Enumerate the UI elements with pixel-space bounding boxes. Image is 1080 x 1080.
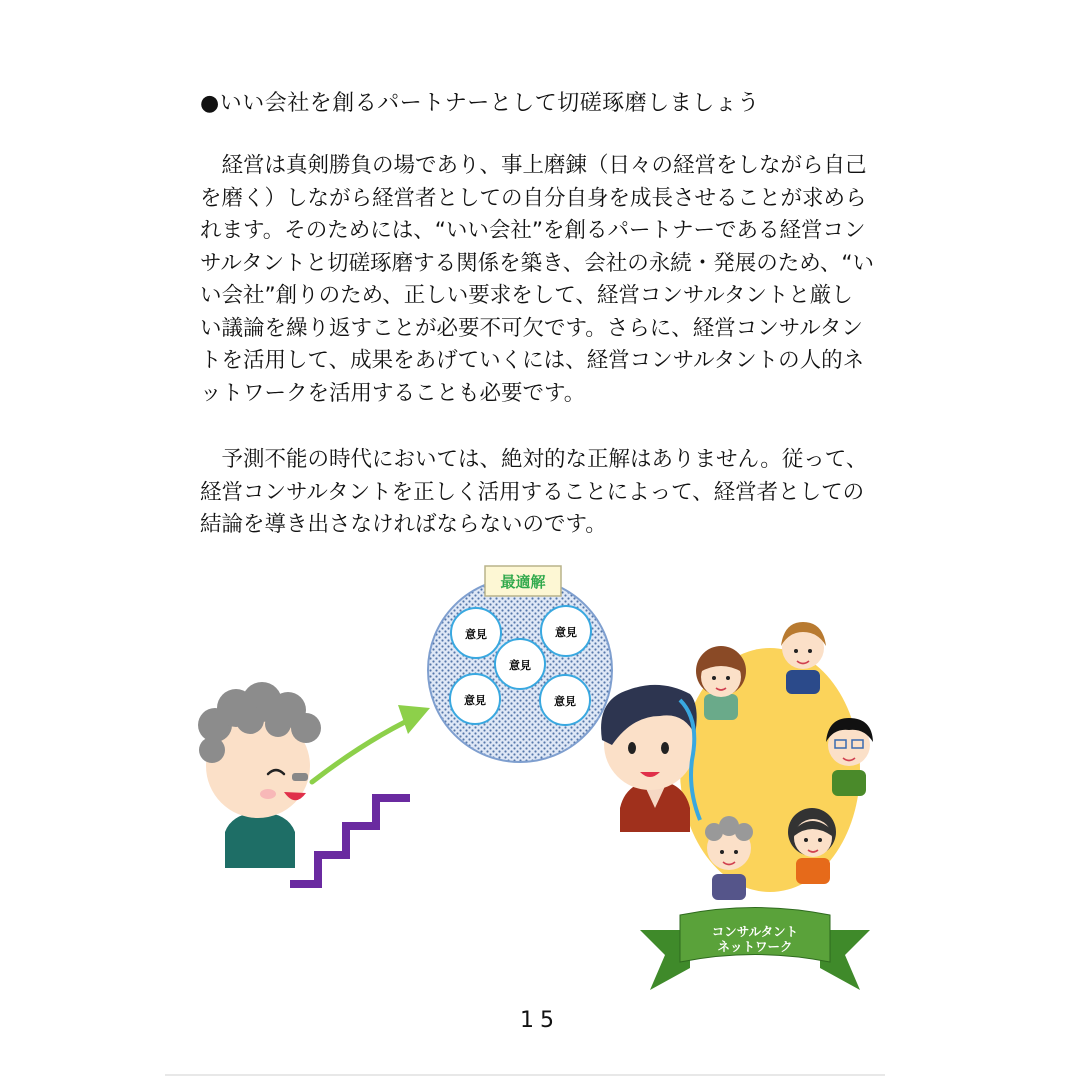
- text-line: トを活用して、成果をあげていくには、経営コンサルタントの人的ネ: [200, 348, 865, 373]
- executive-figure: [198, 682, 321, 868]
- svg-text:意見: 意見: [554, 695, 576, 708]
- svg-text:意見: 意見: [465, 628, 487, 641]
- text-line: 予測不能の時代においては、絶対的な正解はありません。従って、: [200, 447, 868, 472]
- section-heading: ●いい会社を創るパートナーとして切磋琢磨しましょう: [200, 91, 760, 116]
- text-line: い議論を繰り返すことが必要不可欠です。さらに、経営コンサルタン: [200, 315, 863, 341]
- text-line: ットワークを活用することも必要です。: [200, 380, 586, 406]
- consultant-figure: [601, 685, 700, 832]
- text-line: 経営は真剣勝負の場であり、事上磨錬（日々の経営をしながら自己: [200, 153, 867, 178]
- growth-arrow: [312, 705, 430, 782]
- text-line: サルタントと切磋琢磨する関係を築き、会社の永続・発展のため、“い: [200, 250, 874, 276]
- page-number: 15: [520, 1008, 560, 1033]
- opinion-bubble: [541, 606, 591, 656]
- stairs-icon: [290, 798, 410, 884]
- text-line: い会社”創りのため、正しい要求をして、経営コンサルタントと厳し: [200, 283, 853, 308]
- opinions-circle: [428, 566, 612, 762]
- person-icon: [826, 718, 873, 796]
- text-line: れます。そのためには、“いい会社”を創るパートナーである経営コン: [200, 218, 866, 243]
- person-icon: [705, 816, 753, 900]
- text-line: 経営コンサルタントを正しく活用することによって、経営者としての: [200, 479, 865, 505]
- text-line: 結論を導き出さなければならないのです。: [200, 512, 607, 537]
- opinion-bubble: [495, 639, 545, 689]
- svg-text:意見: 意見: [555, 626, 577, 639]
- svg-text:意見: 意見: [509, 659, 531, 672]
- svg-text:意見: 意見: [464, 694, 486, 707]
- person-icon: [781, 622, 826, 694]
- opinion-bubble: [451, 608, 501, 658]
- bottom-divider: [165, 1074, 885, 1076]
- opinion-bubble: [540, 675, 590, 725]
- banner-line-1: コンサルタント: [711, 924, 799, 939]
- text-line: を磨く）しながら経営者としての自分自身を成長させることが求めら: [200, 185, 867, 211]
- banner-line-2: ネットワーク: [717, 939, 793, 954]
- best-answer-label: 最適解: [500, 573, 546, 591]
- opinion-bubble: [450, 674, 500, 724]
- network-banner: [640, 908, 870, 991]
